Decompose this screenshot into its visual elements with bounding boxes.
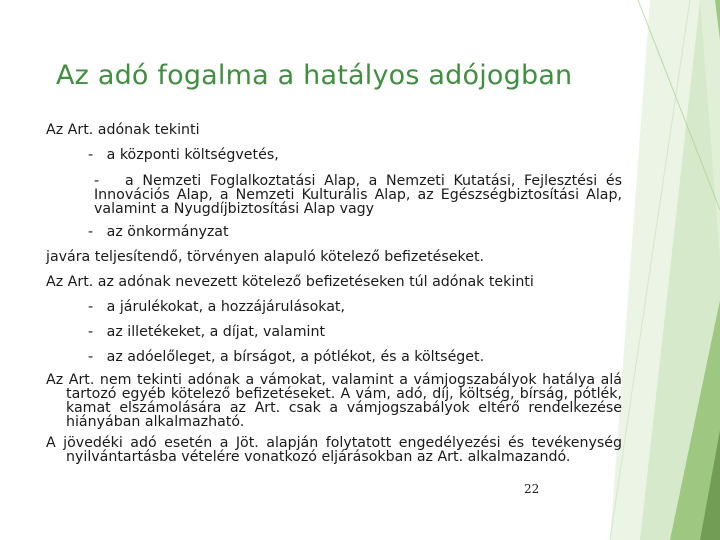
slide-title: Az adó fogalma a hatályos adójogban — [56, 60, 573, 91]
bullet-item: - a központi költségvetés, — [88, 147, 279, 163]
paragraph-block: A jövedéki adó esetén a Jöt. alapján folytatott engedélyezési és tevékenység nyilvántartásba vételére vonatkozó eljárásokban az Art. alkalmazandó. — [46, 435, 622, 465]
bullet-item: - a Nemzeti Foglalkoztatási Alap, a Nemzeti Kutatási, Fejlesztési és Innovációs Alap, a Nemzeti Kulturális Alap, az Egészségbiztosítási Alap, valamint a Nyugdíjbiztosítási Alap vagy — [94, 173, 622, 217]
bullet-item: - az adóelőleget, a bírságot, a pótlékot, és a költséget. — [88, 349, 485, 365]
page-number: 22 — [524, 482, 540, 496]
bullet-item: - a járulékokat, a hozzájárulásokat, — [88, 299, 345, 315]
paragraph-line: Az Art. az adónak nevezett kötelező befizetéseken túl adónak tekinti — [46, 274, 534, 290]
paragraph-line: javára teljesítendő, törvényen alapuló kötelező befizetéseket. — [46, 249, 485, 265]
paragraph-block: Az Art. nem tekinti adónak a vámokat, valamint a vámjogszabályok hatálya alá tartozó egyéb kötelező befizetéseket. A vám, adó, díj, költség, bírság, pótlék, kamat elszámolására az Art. csak a vámjogszabályok eltérő rendelkezése hiányában alkalmazható. — [46, 372, 622, 430]
bullet-item: - az illetékeket, a díjat, valamint — [88, 324, 326, 340]
bullet-item: - az önkormányzat — [88, 224, 229, 240]
slide-body — [46, 121, 622, 464]
paragraph-line: Az Art. adónak tekinti — [46, 122, 200, 138]
